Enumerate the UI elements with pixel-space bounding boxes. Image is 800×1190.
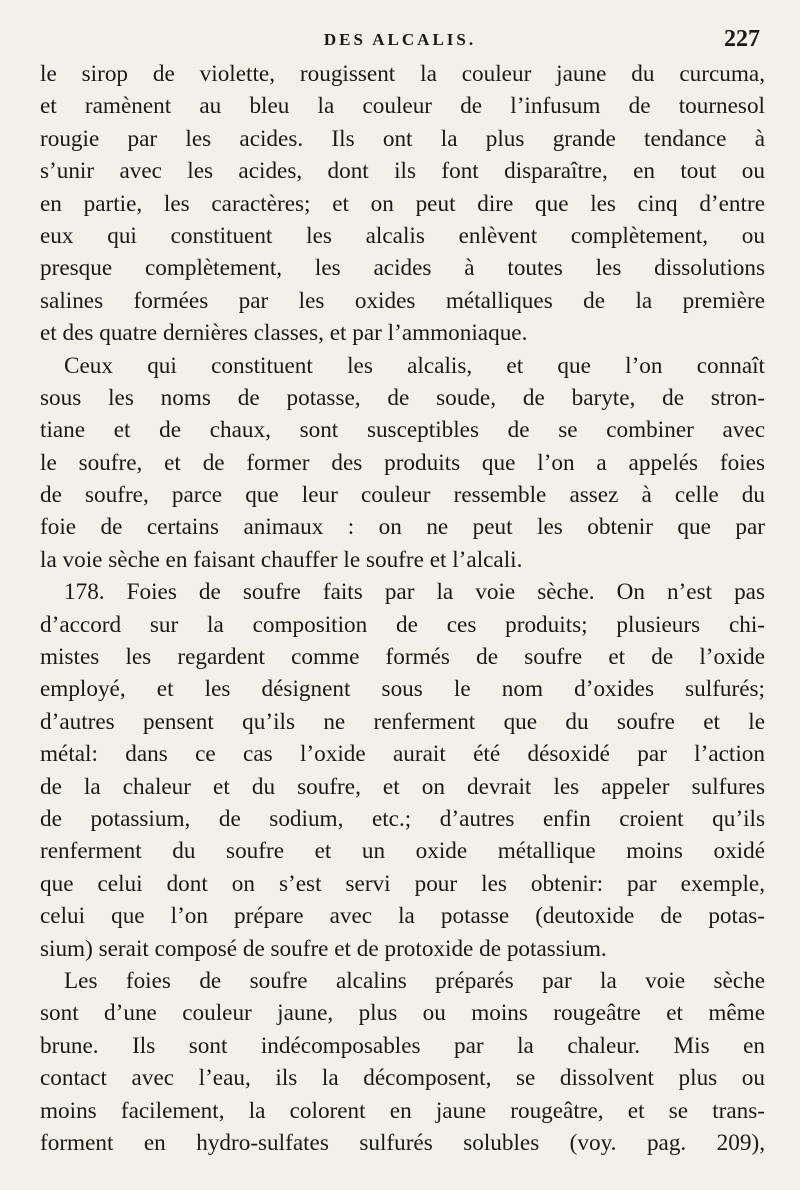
text-line: renferment du soufre et un oxide métallique moins oxidé <box>40 838 765 865</box>
text-line: que celui dont on s’est servi pour les obtenir: par exemple, <box>40 870 765 897</box>
text-line: d’accord sur la composition de ces produits; plusieurs chi- <box>40 611 765 638</box>
text-line: tiane et de chaux, sont susceptibles de se combiner avec <box>40 417 765 444</box>
text-line: moins facilement, la colorent en jaune rougeâtre, et se trans- <box>40 1097 765 1124</box>
body-text <box>40 58 765 1159</box>
text-line: en partie, les caractères; et on peut dire que les cinq d’entre <box>40 190 765 217</box>
running-title: DES ALCALIS. <box>323 30 477 49</box>
text-line: Ceux qui constituent les alcalis, et que l’on connaît <box>64 352 765 379</box>
text-line: le sirop de violette, rougissent la couleur jaune du curcuma, <box>40 61 765 87</box>
text-line: brune. Ils sont indécomposables par la chaleur. Mis en <box>40 1032 765 1059</box>
text-line: la voie sèche en faisant chauffer le soufre et l’alcali. <box>40 546 523 573</box>
text-line: de la chaleur et du soufre, et on devrait les appeler sulfures <box>40 773 765 800</box>
text-line: s’unir avec les acides, dont ils font disparaître, en tout ou <box>40 158 765 185</box>
text-line: eux qui constituent les alcalis enlèvent complètement, ou <box>40 222 765 249</box>
text-line: de soufre, parce que leur couleur ressemble assez à celle du <box>40 482 765 509</box>
text-line: forment en hydro-sulfates sulfurés solubles (voy. pag. 209), <box>40 1129 765 1156</box>
text-line: salines formées par les oxides métalliques de la première <box>40 287 765 314</box>
text-line: d’autres pensent qu’ils ne renferment que du soufre et le <box>40 708 765 735</box>
text-line: métal: dans ce cas l’oxide aurait été désoxidé par l’action <box>40 741 765 768</box>
text-line: Les foies de soufre alcalins préparés par la voie sèche <box>64 967 765 994</box>
section-heading-line: 178. Foies de soufre faits par la voie sèche. On n’est pas <box>64 579 765 606</box>
text-line: celui que l’on prépare avec la potasse (deutoxide de potas- <box>40 903 765 930</box>
text-line: presque complètement, les acides à toutes les dissolutions <box>40 255 765 282</box>
text-line: employé, et les désignent sous le nom d’oxides sulfurés; <box>40 676 765 703</box>
text-line: contact avec l’eau, ils la décomposent, se dissolvent plus ou <box>40 1065 765 1092</box>
text-line: sont d’une couleur jaune, plus ou moins rougeâtre et même <box>40 1000 765 1027</box>
text-line: mistes les regardent comme formés de soufre et de l’oxide <box>40 644 765 671</box>
text-line: sous les noms de potasse, de soude, de baryte, de stron- <box>40 384 765 411</box>
text-line: rougie par les acides. Ils ont la plus grande tendance à <box>40 125 765 152</box>
text-line: sium) serait composé de soufre et de protoxide de potassium. <box>40 935 607 962</box>
text-line: de potassium, de sodium, etc.; d’autres enfin croient qu’ils <box>40 805 765 832</box>
text-line: et des quatre dernières classes, et par l’ammoniaque. <box>40 320 528 347</box>
text-line: le soufre, et de former des produits que l’on a appelés foies <box>40 449 765 476</box>
page-number: 227 <box>724 26 760 52</box>
text-line: foie de certains animaux : on ne peut les obtenir que par <box>40 514 765 541</box>
text-line: et ramènent au bleu la couleur de l’infusum de tournesol <box>40 93 765 120</box>
